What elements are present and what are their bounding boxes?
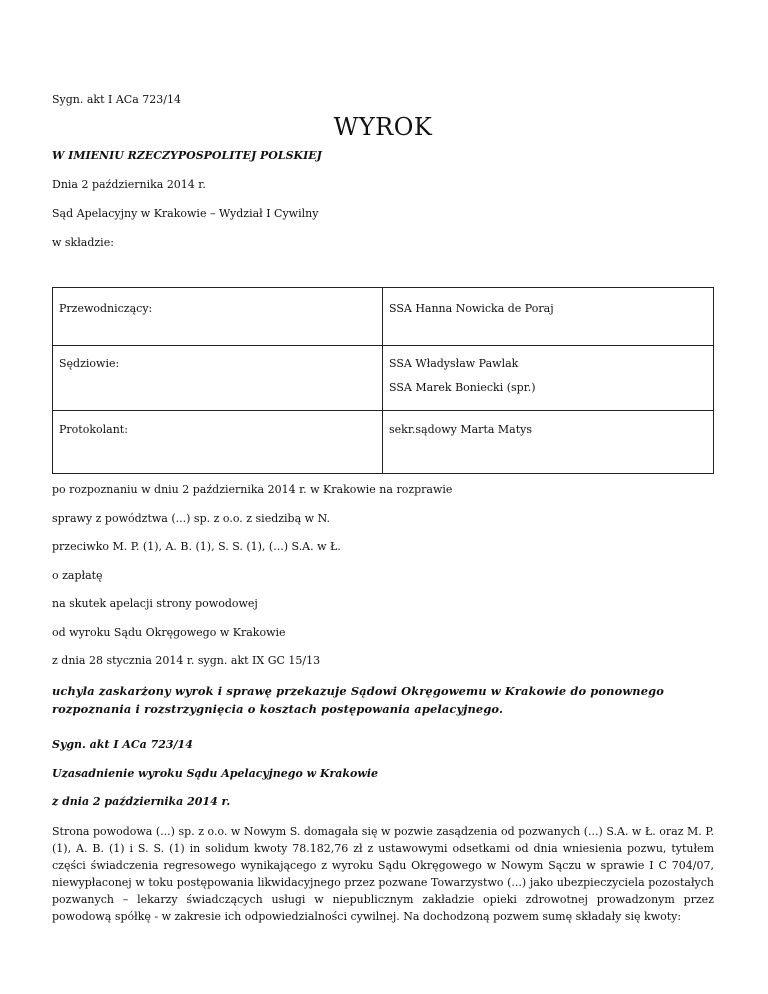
- case-reference: Sygn. akt I ACa 723/14: [52, 93, 181, 106]
- panel-names-cell: [383, 346, 714, 411]
- proceedings-line: na skutek apelacji strony powodowej: [52, 597, 258, 610]
- subtitle-in-the-name: W IMIENIU RZECZYPOSPOLITEJ POLSKIEJ: [52, 149, 322, 162]
- judgment-date: Dnia 2 października 2014 r.: [52, 178, 206, 191]
- composition-label: w składzie:: [52, 236, 114, 249]
- panel-role-cell: [53, 411, 383, 474]
- justification-case-reference: Sygn. akt I ACa 723/14: [52, 738, 193, 751]
- proceedings-line: po rozpoznaniu w dniu 2 października 2014 r. w Krakowie na rozprawie: [52, 483, 453, 496]
- document-title: WYROK: [333, 113, 433, 141]
- ruling-line-1: uchyla zaskarżony wyrok i sprawę przekazuje Sądowi Okręgowemu w Krakowie do ponownego: [52, 684, 664, 698]
- proceedings-line: z dnia 28 stycznia 2014 r. sygn. akt IX GC 15/13: [52, 654, 321, 667]
- justification-paragraph: Strona powodowa (...) sp. z o.o. w Nowym S. domagała się w pozwie zasądzenia od pozwanych (...) S.A. w Ł. oraz M. P. (1), A. B. (1) i S. S. (1) in solidum kwoty 78.182,76 zł z ustawowymi odsetkami od dnia wniesienia pozwu, tytułem części świadczenia regresowego wynikającego z wyroku Sądu Okręgowego w Nowym Sączu w sprawie I C 704/07, niewypłaconej w toku postępowania likwidacyjnego przez pozwane Towarzystwo (...) jako ubezpieczyciela pozostałych pozwanych – lekarzy świadczących usługi w niepublicznym zakładzie opieki zdrowotnej prowadzonym przez powodową spółkę - w zakresie ich odpowiedzialności cywilnej. Na dochodzoną pozwem sumę składały się kwoty:: [52, 825, 714, 923]
- panel-role: Protokolant:: [59, 423, 128, 436]
- justification-heading: Uzasadnienie wyroku Sądu Apelacyjnego w Krakowie: [52, 767, 379, 780]
- proceedings-line: sprawy z powództwa (...) sp. z o.o. z siedzibą w N.: [52, 512, 330, 525]
- proceedings-line: o zapłatę: [52, 569, 103, 582]
- panel-role-cell: [53, 288, 383, 346]
- proceedings-line: od wyroku Sądu Okręgowego w Krakowie: [52, 626, 286, 639]
- panel-row-presiding: [53, 288, 714, 346]
- panel-role: Sędziowie:: [59, 357, 120, 370]
- panel-row-clerk: [53, 411, 714, 474]
- proceedings-line: przeciwko M. P. (1), A. B. (1), S. S. (1), (...) S.A. w Ł.: [52, 540, 341, 553]
- panel-name: SSA Władysław Pawlak: [389, 357, 519, 370]
- panel-names-cell: [383, 288, 714, 346]
- panel-name: sekr.sądowy Marta Matys: [389, 423, 533, 436]
- panel-row-judges: [53, 346, 714, 411]
- panel-role: Przewodniczący:: [59, 302, 153, 315]
- justification-date: z dnia 2 października 2014 r.: [52, 795, 231, 808]
- panel-name: SSA Hanna Nowicka de Poraj: [389, 302, 554, 315]
- panel-name: SSA Marek Boniecki (spr.): [389, 381, 536, 394]
- panel-names-cell: [383, 411, 714, 474]
- panel-role-cell: [53, 346, 383, 411]
- court-panel-table: [52, 287, 714, 474]
- ruling-line-2: rozpoznania i rozstrzygnięcia o kosztach postępowania apelacyjnego.: [52, 702, 504, 716]
- court-name: Sąd Apelacyjny w Krakowie – Wydział I Cywilny: [52, 207, 319, 220]
